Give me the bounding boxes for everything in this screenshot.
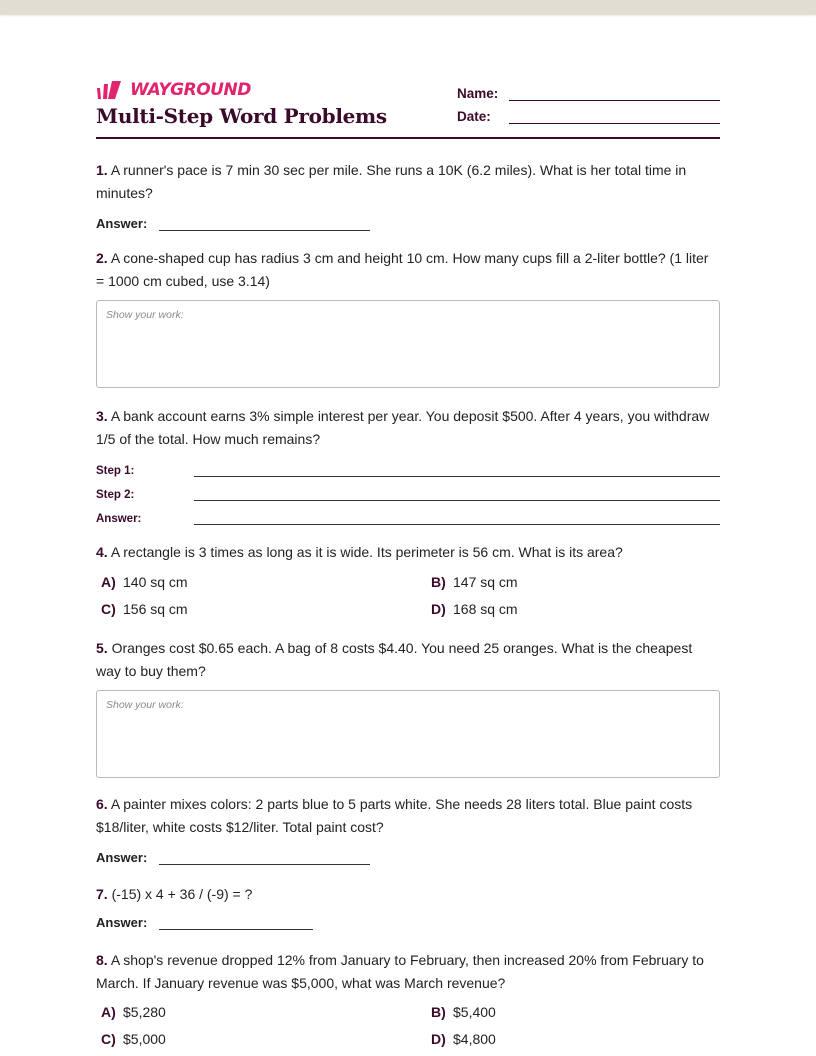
choice-letter: B): [431, 1004, 446, 1020]
question-1: [96, 159, 720, 231]
name-label: Name:: [457, 86, 499, 101]
question-7: [96, 883, 720, 930]
question-text: A runner's pace is 7 min 30 sec per mile. She runs a 10K (6.2 miles). What is her total time in minutes?: [96, 162, 687, 201]
step-label: Step 1:: [96, 465, 135, 477]
question-text: A bank account earns 3% simple interest per year. You deposit $500. After 4 years, you withdraw 1/5 of the total. How much remains?: [96, 408, 710, 447]
question-4: [96, 541, 720, 620]
page-title: Multi-Step Word Problems: [96, 104, 387, 128]
question-number: 3.: [96, 408, 108, 424]
step-label: Answer:: [96, 513, 142, 525]
wayground-logo-icon: [96, 80, 126, 100]
header-divider: [96, 137, 720, 139]
choice-text: $5,400: [453, 1004, 496, 1020]
answer-row: [96, 845, 720, 865]
question-6: [96, 793, 720, 865]
question-text: A shop's revenue dropped 12% from January to February, then increased 20% from February to March. If January revenue was $5,000, what was March revenue?: [96, 952, 704, 991]
choice-text: $5,000: [123, 1031, 166, 1047]
choice-a[interactable]: [96, 1001, 426, 1023]
date-field[interactable]: [509, 109, 720, 124]
answer-label: Answer:: [96, 850, 148, 865]
choice-letter: C): [101, 600, 116, 617]
question-3: [96, 405, 720, 525]
question-text: A rectangle is 3 times as long as it is wide. Its perimeter is 56 cm. What is its area?: [110, 544, 623, 560]
step-row: [96, 477, 720, 501]
choice-text: 147 sq cm: [453, 573, 518, 590]
choice-b[interactable]: [426, 1001, 720, 1023]
choice-d[interactable]: [426, 598, 720, 620]
question-number: 6.: [96, 796, 108, 812]
answer-label: Answer:: [96, 914, 148, 930]
worksheet-header: [96, 74, 720, 140]
answer-label: Answer:: [96, 216, 148, 231]
question-text: A painter mixes colors: 2 parts blue to 5 parts white. She needs 28 liters total. Blue paint costs $18/liter, white costs $12/liter. Total paint cost?: [96, 796, 693, 835]
answer-row: [96, 910, 720, 930]
date-row: [457, 101, 720, 124]
question-2: [96, 247, 720, 388]
step-field[interactable]: [194, 462, 720, 477]
choice-d[interactable]: [426, 1028, 720, 1050]
question-number: 4.: [96, 544, 108, 560]
brand-name: WAYGROUND: [130, 80, 251, 100]
answer-choices: [96, 1001, 720, 1050]
question-5: [96, 637, 720, 778]
choice-letter: C): [101, 1031, 116, 1047]
question-text: Oranges cost $0.65 each. A bag of 8 costs $4.40. You need 25 oranges. What is the cheapest way to buy them?: [96, 640, 693, 679]
answer-field[interactable]: [159, 914, 313, 930]
choice-c[interactable]: [96, 598, 426, 620]
choice-letter: A): [101, 1004, 116, 1020]
work-box[interactable]: [96, 690, 720, 778]
question-number: 1.: [96, 162, 108, 178]
choice-letter: D): [431, 1031, 446, 1047]
choice-text: 168 sq cm: [453, 600, 518, 617]
question-number: 8.: [96, 952, 108, 968]
student-info: [457, 78, 720, 124]
choice-letter: D): [431, 600, 446, 617]
answer-field[interactable]: [159, 215, 370, 231]
choice-text: 140 sq cm: [123, 573, 188, 590]
steps-list: [96, 453, 720, 525]
date-label: Date:: [457, 109, 491, 124]
choice-b[interactable]: [426, 571, 720, 593]
question-8: [96, 949, 720, 1050]
question-number: 2.: [96, 250, 108, 266]
question-number: 7.: [96, 886, 108, 902]
choice-c[interactable]: [96, 1028, 426, 1050]
step-row: [96, 453, 720, 477]
work-hint: Show your work:: [106, 309, 184, 321]
choice-a[interactable]: [96, 571, 426, 593]
question-text: A cone-shaped cup has radius 3 cm and height 10 cm. How many cups fill a 2-liter bottle? (1 liter = 1000 cm cubed, use 3.14): [96, 250, 709, 289]
choice-letter: A): [101, 573, 116, 590]
step-field[interactable]: [194, 486, 720, 501]
answer-row: [96, 211, 720, 231]
question-text: (-15) x 4 + 36 / (-9) = ?: [111, 886, 253, 902]
work-hint: Show your work:: [106, 699, 184, 711]
answer-choices: [96, 571, 720, 620]
step-row: [96, 501, 720, 525]
choice-text: $4,800: [453, 1031, 496, 1047]
brand-logo: [96, 79, 251, 101]
name-field[interactable]: [509, 86, 720, 101]
answer-field[interactable]: [159, 849, 370, 865]
step-field[interactable]: [194, 510, 720, 525]
choice-text: 156 sq cm: [123, 600, 188, 617]
work-box[interactable]: [96, 300, 720, 388]
step-label: Step 2:: [96, 489, 135, 501]
name-row: [457, 78, 720, 101]
choice-letter: B): [431, 573, 446, 590]
question-number: 5.: [96, 640, 108, 656]
choice-text: $5,280: [123, 1004, 166, 1020]
top-toolbar-strip: [0, 0, 816, 15]
